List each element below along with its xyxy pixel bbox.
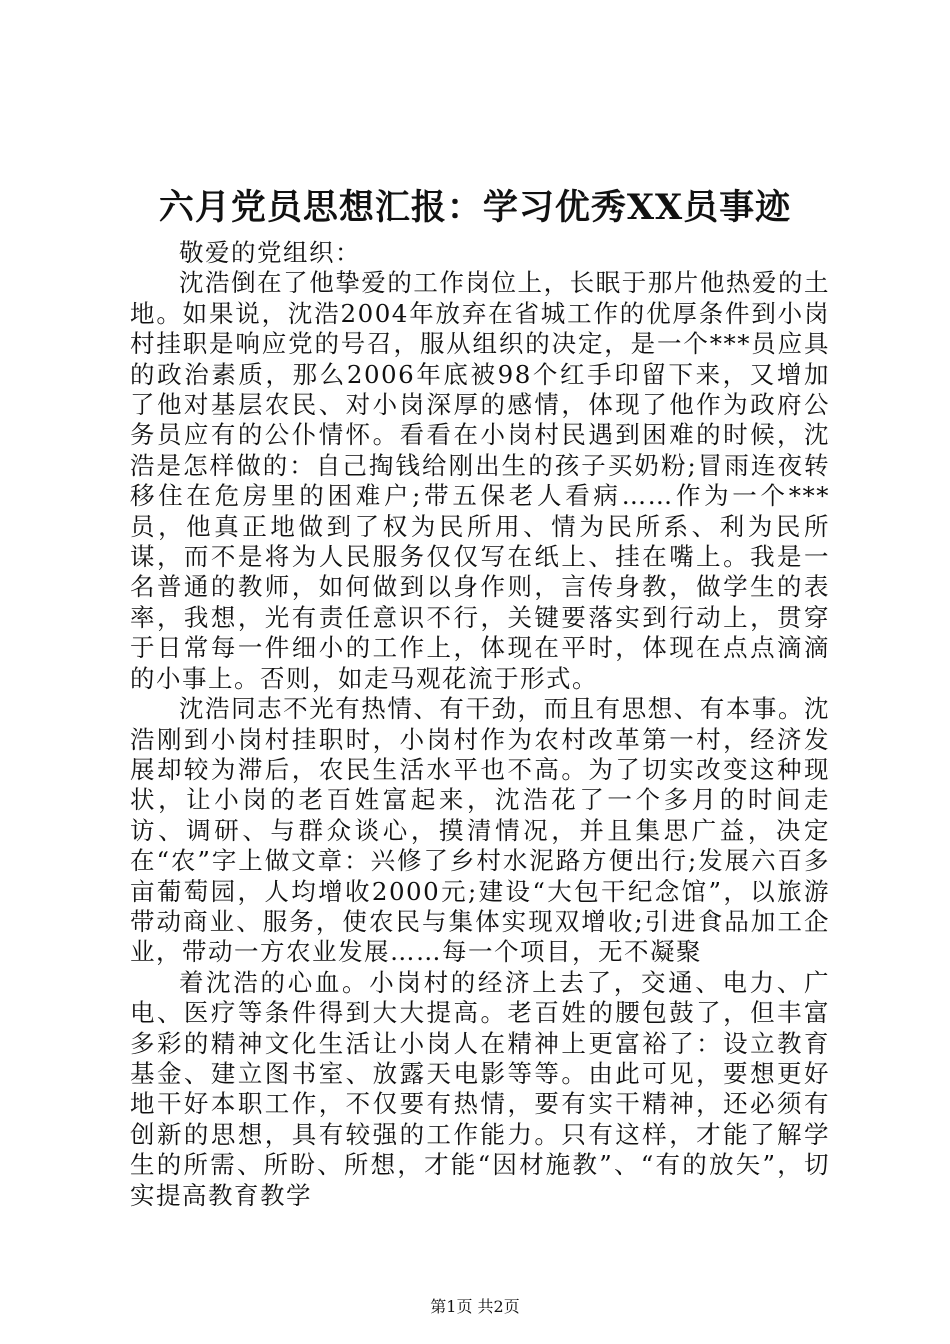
document-title: 六月党员思想汇报：学习优秀XX员事迹	[158, 187, 792, 228]
document-body	[130, 238, 830, 1211]
paragraph-1: 沈浩倒在了他挚爱的工作岗位上，长眠于那片他热爱的土地。如果说，沈浩2004年放弃在省城工作的优厚条件到小岗村挂职是响应党的号召，服从组织的决定，是一个***员应具的政治素质，那么2006年底被98个红手印留下来，又增加了他对基层农民、对小岗深厚的感情，体现了他作为政府公务员应有的公仆情怀。看看在小岗村民遇到困难的时候，沈浩是怎样做的：自己掏钱给刚出生的孩子买奶粉;冒雨连夜转移住在危房里的困难户;带五保老人看病……作为一个***员，他真正地做到了权为民所用、情为民所系、利为民所谋，而不是将为人民服务仅仅写在纸上、挂在嘴上。我是一名普通的教师，如何做到以身作则，言传身教，做学生的表率，我想，光有责任意识不行，关键要落实到行动上，贯穿于日常每一件细小的工作上，体现在平时，体现在点点滴滴的小事上。否则，如走马观花流于形式。	[130, 268, 830, 693]
paragraph-3: 着沈浩的心血。小岗村的经济上去了，交通、电力、广电、医疗等条件得到大大提高。老百姓的腰包鼓了，但丰富多彩的精神文化生活让小岗人在精神上更富裕了：设立教育基金、建立图书室、放露天电影等等。由此可见，要想更好地干好本职工作，不仅要有热情，要有实干精神，还必须有创新的思想，具有较强的工作能力。只有这样，才能了解学生的所需、所盼、所想，才能“因材施教”、“有的放矢”，切实提高教育教学	[130, 967, 830, 1210]
salutation: 敬爱的党组织：	[179, 238, 361, 267]
page-footer: 第1页 共2页	[430, 1297, 520, 1316]
paragraph-2: 沈浩同志不光有热情、有干劲，而且有思想、有本事。沈浩刚到小岗村挂职时，小岗村作为农村改革第一村，经济发展却较为滞后，农民生活水平也不高。为了切实改变这种现状，让小岗的老百姓富起来，沈浩花了一个多月的时间走访、调研、与群众谈心，摸清情况，并且集思广益，决定在“农”字上做文章：兴修了乡村水泥路方便出行;发展六百多亩葡萄园，人均增收2000元;建设“大包干纪念馆”，以旅游带动商业、服务，使农民与集体实现双增收;引进食品加工企业，带动一方农业发展……每一个项目，无不凝聚	[130, 694, 830, 967]
